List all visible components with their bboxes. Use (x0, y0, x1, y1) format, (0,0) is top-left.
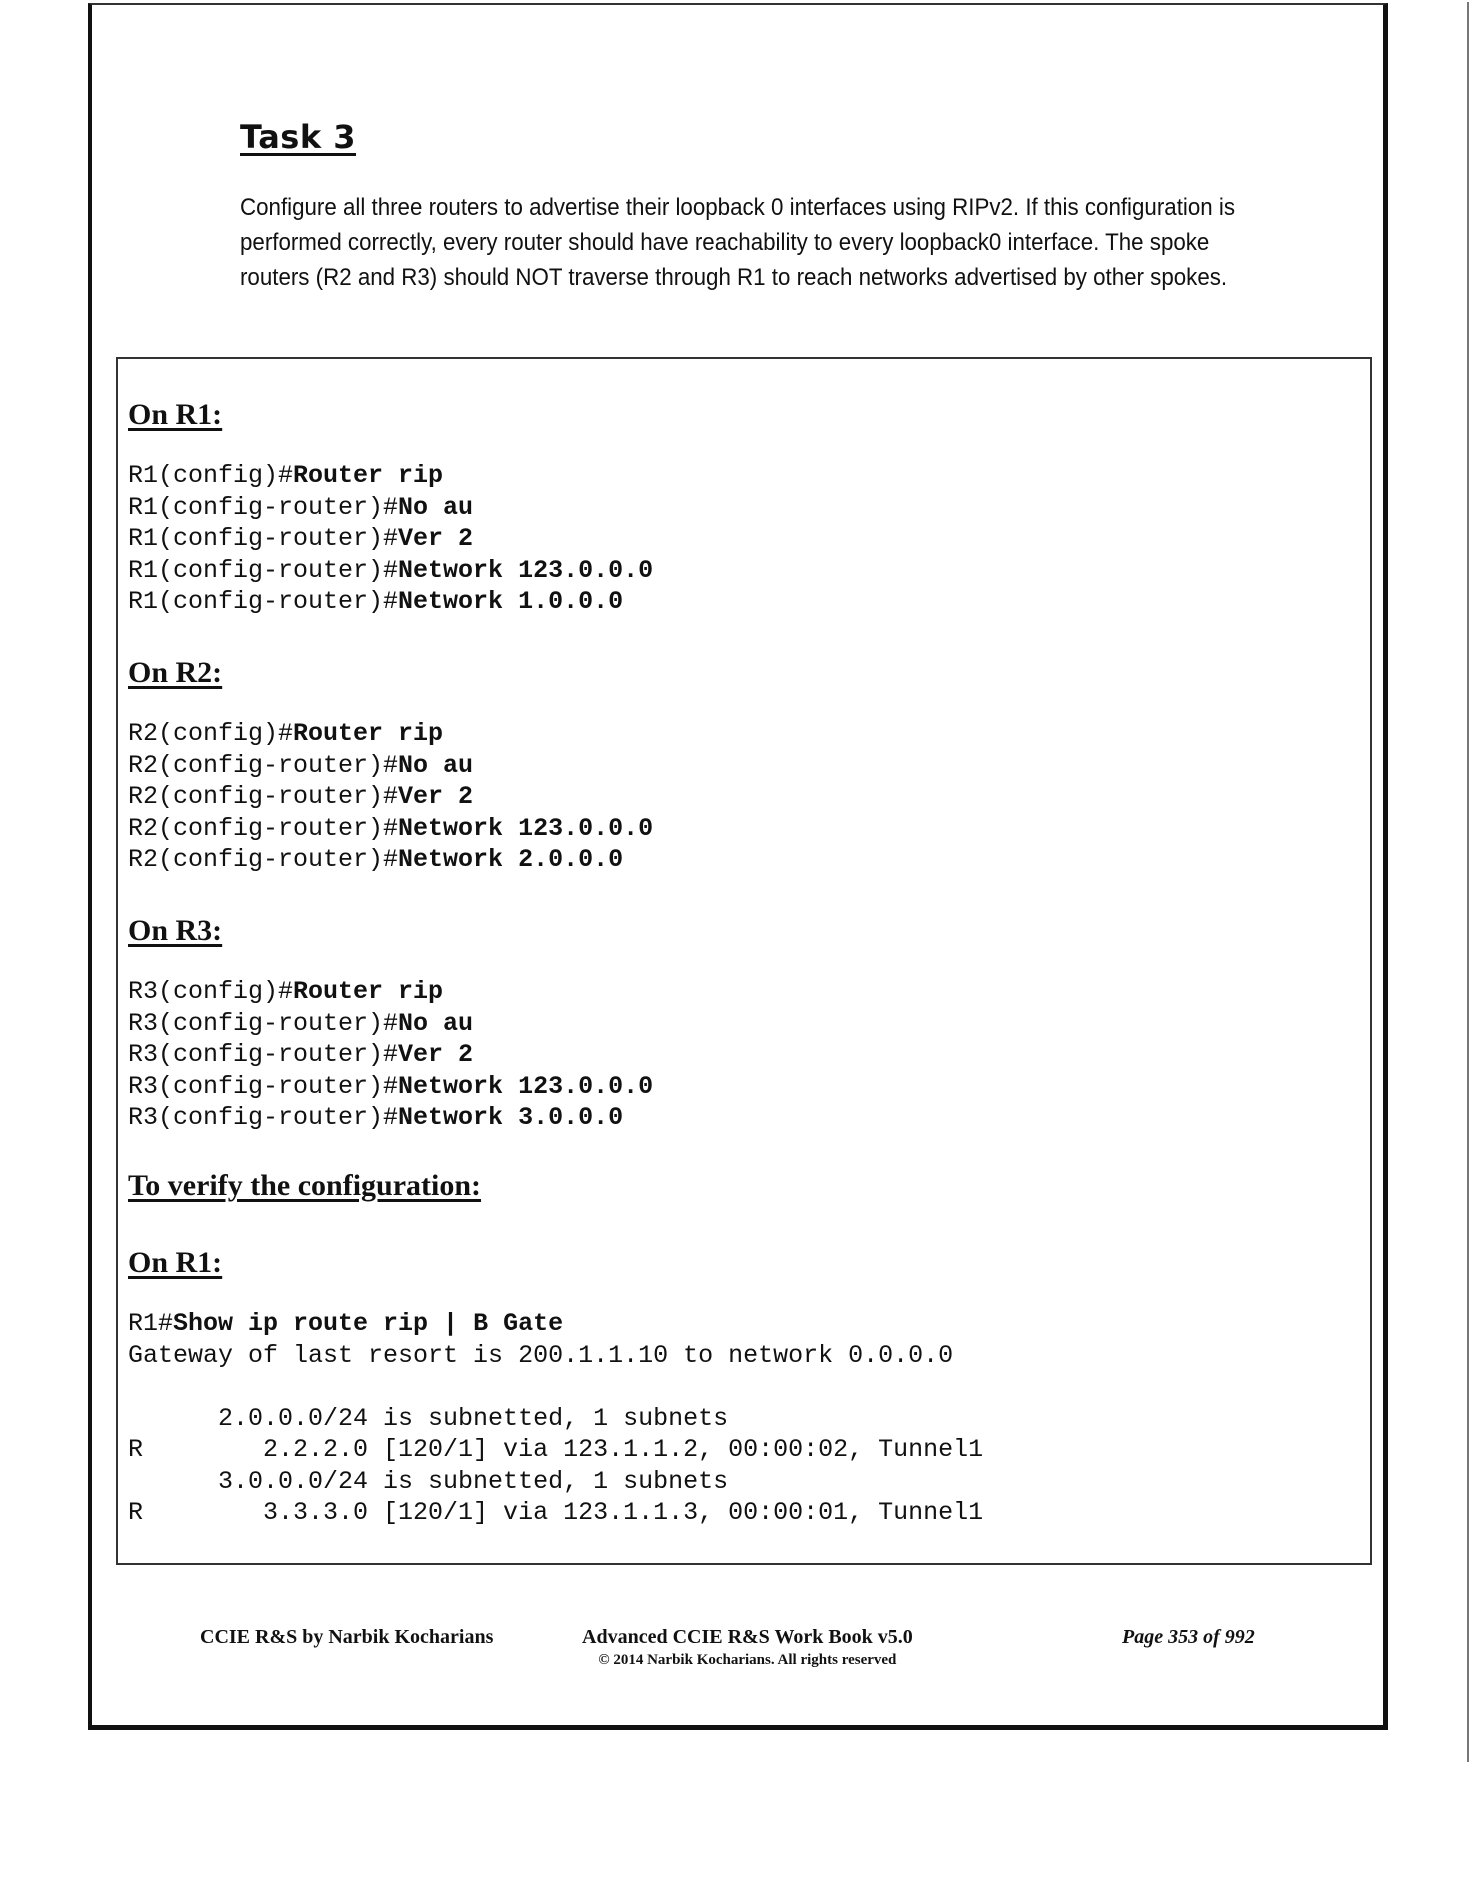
output-line: 3.0.0.0/24 is subnetted, 1 subnets (128, 1466, 729, 1496)
command: Ver 2 (398, 1040, 474, 1069)
config-line (128, 460, 653, 492)
verify-heading: To verify the configuration: (128, 1169, 482, 1202)
output-line: R 3.3.3.0 [120/1] via 123.1.1.3, 00:00:01, Tunnel1 (128, 1498, 984, 1527)
task-title: Task 3 (240, 118, 357, 156)
config-line (128, 1039, 653, 1071)
prompt: R2(config-router)# (128, 750, 399, 780)
prompt: R2(config-router)# (128, 845, 399, 874)
prompt: R1# (128, 1309, 174, 1338)
task-description: Configure all three routers to advertise their loopback 0 interfaces using RIPv2. If this configuration is performed correctly, every router should have reachability to every loopback0 interface. The spoke routers (R2 and R3) should NOT traverse through R1 to reach networks advertised by other spokes. (240, 194, 1235, 291)
footer-book-title: Advanced CCIE R&S Work Book v5.0 (582, 1626, 913, 1648)
footer-book (582, 1625, 913, 1669)
config-line (128, 718, 653, 750)
config-line (128, 781, 653, 813)
prompt: R1(config-router)# (128, 555, 399, 585)
config-line (128, 750, 653, 782)
prompt: R1(config-router)# (128, 492, 399, 522)
config-line (128, 586, 653, 618)
verify-output-block (128, 1308, 983, 1529)
config-line (128, 523, 653, 555)
command: Show ip route rip | B Gate (173, 1309, 564, 1338)
output-line: 2.0.0.0/24 is subnetted, 1 subnets (128, 1403, 729, 1433)
section-heading-r1: On R1: (128, 398, 223, 431)
command: Network 2.0.0.0 (398, 845, 624, 874)
prompt: R2(config-router)# (128, 782, 399, 811)
config-block-r1 (128, 460, 653, 618)
footer-page-number: Page 353 of 992 (1122, 1626, 1255, 1648)
verify-command-line (128, 1308, 983, 1340)
command: Network 123.0.0.0 (398, 555, 654, 585)
config-line (128, 555, 653, 587)
prompt: R1(config-router)# (128, 524, 399, 553)
config-line (128, 492, 653, 524)
prompt: R1(config)# (128, 461, 294, 490)
command: Network 123.0.0.0 (398, 1071, 654, 1101)
config-line (128, 1071, 653, 1103)
command: Ver 2 (398, 782, 474, 811)
prompt: R3(config-router)# (128, 1008, 399, 1038)
scan-edge-line (1467, 2, 1469, 1762)
prompt: R3(config-router)# (128, 1103, 399, 1132)
command: Network 123.0.0.0 (398, 813, 654, 843)
verify-sub-heading: On R1: (128, 1246, 223, 1279)
footer-author: CCIE R&S by Narbik Kocharians (200, 1626, 494, 1648)
prompt: R1(config-router)# (128, 587, 399, 616)
section-heading-r2: On R2: (128, 656, 223, 689)
command: No au (398, 492, 474, 522)
config-line (128, 1008, 653, 1040)
section-heading-r3: On R3: (128, 914, 223, 947)
config-line (128, 813, 653, 845)
command: No au (398, 750, 474, 780)
prompt: R2(config)# (128, 719, 294, 748)
config-line (128, 1102, 653, 1134)
command: Router rip (293, 977, 444, 1006)
output-line: R 2.2.2.0 [120/1] via 123.1.1.2, 00:00:02, Tunnel1 (128, 1435, 984, 1464)
config-line (128, 976, 653, 1008)
config-block-r2 (128, 718, 653, 876)
config-line (128, 844, 653, 876)
output-line: Gateway of last resort is 200.1.1.10 to network 0.0.0.0 (128, 1340, 954, 1370)
prompt: R3(config)# (128, 977, 294, 1006)
command: Network 1.0.0.0 (398, 587, 624, 616)
config-block-r3 (128, 976, 653, 1134)
command: Ver 2 (398, 524, 474, 553)
command: No au (398, 1008, 474, 1038)
output-line (128, 1371, 983, 1403)
command: Network 3.0.0.0 (398, 1103, 624, 1132)
footer-copyright: © 2014 Narbik Kocharians. All rights reserved (598, 1652, 897, 1668)
command: Router rip (293, 719, 444, 748)
prompt: R3(config-router)# (128, 1040, 399, 1069)
prompt: R3(config-router)# (128, 1071, 399, 1101)
command: Router rip (293, 461, 444, 490)
prompt: R2(config-router)# (128, 813, 399, 843)
